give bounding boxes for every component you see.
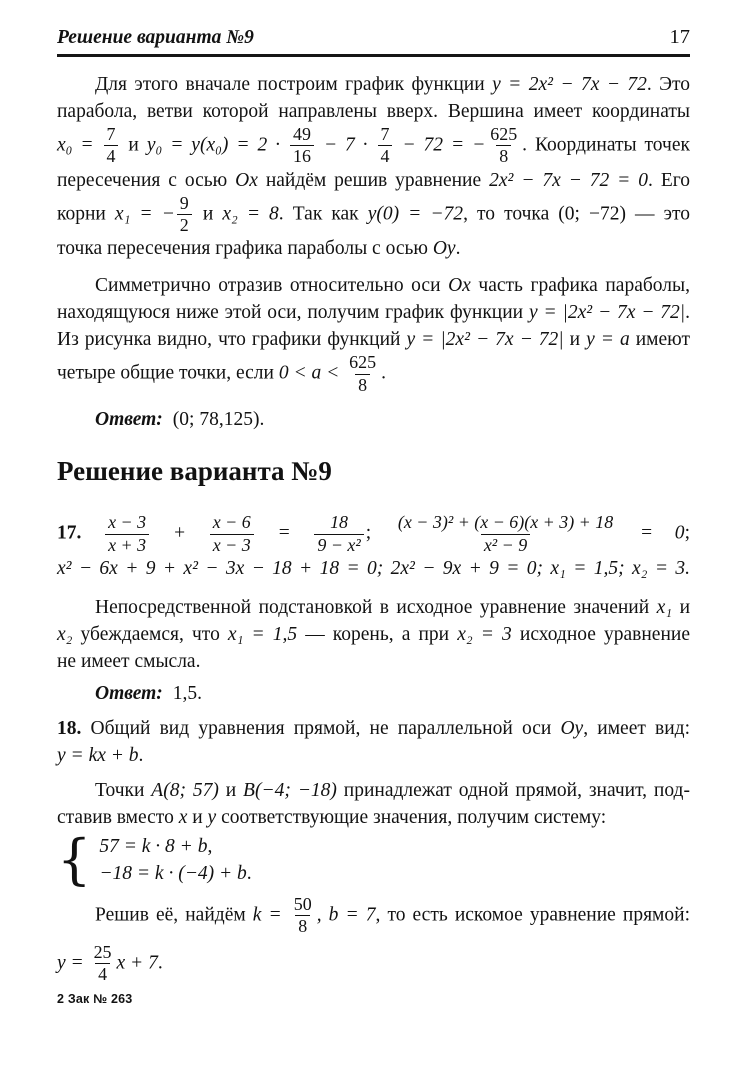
final-equation-block xyxy=(57,943,690,985)
text-line: парабола, ветви которой направлены вверх. Вершина имеет координаты xyxy=(57,101,690,122)
text-line: четыре общие точки, если 0 < a < $\frac{625}{8}$ . xyxy=(57,352,386,395)
text-line: Симметрично отразив относительно оси Ox часть графика параболы, xyxy=(95,275,690,297)
text-line: x₀ = $\frac{7}{4}$ и y₀ = y(x₀) = 2 · $\frac{49}{16}$ − 7 · $\frac{7}{4}$ − 72 = − $\frac{625}{8}$ . Координаты точек xyxy=(57,124,690,167)
paragraph-reflection xyxy=(57,272,690,395)
running-header xyxy=(57,26,690,57)
paragraph-intro xyxy=(57,71,690,262)
paragraph-problem17-check xyxy=(57,594,690,675)
text-line: Непосредственной подстановкой в исходное уравнение значений x₁ и xyxy=(95,596,691,618)
paragraph-problem18-points xyxy=(57,777,690,831)
math-line: −18 = k · (−4) + b. xyxy=(99,862,252,884)
text-line: пересечения с осью Ox найдём решив уравнение 2x² − 7x − 72 = 0. Его xyxy=(57,169,690,191)
answer-value: (0; 78,125). xyxy=(172,409,265,431)
text-line: Точки A(8; 57) и B(−4; −18) принадлежат одной прямой, значит, под- xyxy=(95,779,690,801)
text-line: x₂ убеждаемся, что x₁ = 1,5 — корень, а при x₂ = 3 исходное уравнение xyxy=(57,623,690,645)
system-brace: { xyxy=(57,827,92,891)
text-line: ставив вместо x и y соответствующие значения, получим систему: xyxy=(57,806,607,828)
system-equations xyxy=(99,833,251,887)
section-heading: Решение варианта №9 xyxy=(57,456,332,487)
page-footer: 2 Зак № 263 xyxy=(57,992,133,1007)
text-line: корни x₁ = − $\frac{9}{2}$ и x₂ = 8. Так как y(0) = −72, то точка (0; −72) — это xyxy=(57,192,690,236)
answer-label: Ответ: xyxy=(95,682,163,704)
math-line: 57 = k · 8 + b, xyxy=(99,835,213,857)
math-line: y = kx + b. xyxy=(57,744,144,766)
problem-18-block xyxy=(57,715,690,769)
text-line: не имеет смысла. xyxy=(57,650,201,672)
paragraph-solve xyxy=(57,895,690,937)
text-line: Из рисунка видно, что графики функций y = |2x² − 7x − 72| и y = a имеют xyxy=(57,329,690,351)
text-line: Решив её, найдём k = $\frac{50}{8}$ , b = 7, то есть искомое уравнение прямой: xyxy=(95,893,690,937)
text-line: находящуюся ниже этой оси, получим график функции y = |2x² − 7x − 72|. xyxy=(57,302,691,324)
running-header-title: Решение варианта №9 xyxy=(57,27,254,48)
math-line: x² − 6x + 9 + x² − 3x − 18 + 18 = 0; 2x² − 9x + 9 = 0; x₁ = 1,5; x₂ = 3. xyxy=(57,557,690,579)
math-line: 17. $\frac{x - 3}{x + 3}$ + $\frac{x - 6}{x - 3}$ = $\frac{18}{\text{9 − x²}}$ ; $\frac{\text{(x − 3)² + (x − 6)(x + 3) + 18}}{\text{x² − 9}}$ = 0; xyxy=(57,512,690,555)
text-line: Для этого вначале построим график функции y = 2x² − 7x − 72. Это xyxy=(95,74,691,95)
answer-value: 1,5. xyxy=(172,682,203,704)
text-line: точка пересечения графика параболы с осью Oy. xyxy=(57,238,461,260)
text-line: 18. Общий вид уравнения прямой, не параллельной оси Oy, имеет вид: xyxy=(57,717,691,739)
answer-label: Ответ: xyxy=(95,409,163,431)
equation-system xyxy=(57,827,690,891)
answer-line-problem17 xyxy=(95,683,690,705)
page-number: 17 xyxy=(669,26,690,48)
math-line: y = $\frac{25}{4}$ x + 7. xyxy=(57,941,163,984)
problem-17-block xyxy=(57,513,690,582)
answer-line-problem16 xyxy=(95,409,690,431)
